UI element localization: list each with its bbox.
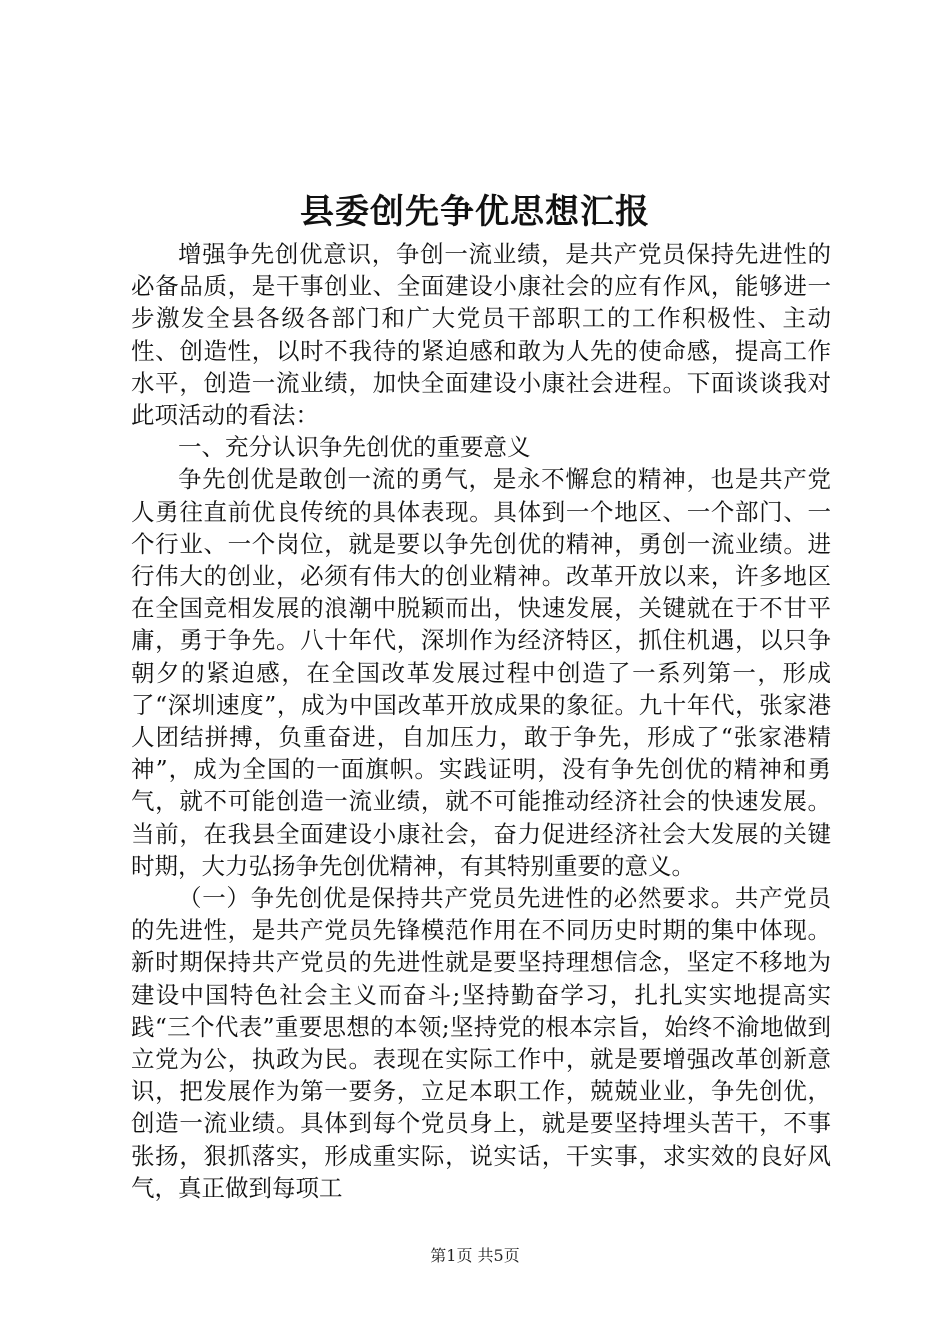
document-body [131, 238, 831, 1204]
paragraph-significance: 争先创优是敢创一流的勇气，是永不懈怠的精神，也是共产党人勇往直前优良传统的具体表现。具体到一个地区、一个部门、一个行业、一个岗位，就是要以争先创优的精神，勇创一流业绩。进行伟大的创业，必须有伟大的创业精神。改革开放以来，许多地区在全国竞相发展的浪潮中脱颖而出，快速发展，关键就在于不甘平庸，勇于争先。八十年代，深圳作为经济特区，抓住机遇，以只争朝夕的紧迫感，在全国改革发展过程中创造了一系列第一，形成了“深圳速度”，成为中国改革开放成果的象征。九十年代，张家港人团结拼搏，负重奋进，自加压力，敢于争先，形成了“张家港精神”，成为全国的一面旗帜。实践证明，没有争先创优的精神和勇气，就不可能创造一流业绩，就不可能推动经济社会的快速发展。当前，在我县全面建设小康社会，奋力促进经济社会大发展的关键时期，大力弘扬争先创优精神，有其特别重要的意义。 [131, 465, 831, 880]
paragraph-subsection-1: （一）争先创优是保持共产党员先进性的必然要求。共产党员的先进性，是共产党员先锋模范作用在不同历史时期的集中体现。新时期保持共产党员的先进性就是要坚持理想信念，坚定不移地为建设中国特色社会主义而奋斗;坚持勤奋学习，扎扎实实地提高实践“三个代表”重要思想的本领;坚持党的根本宗旨，始终不渝地做到立党为公，执政为民。表现在实际工作中，就是要增强改革创新意识，把发展作为第一要务，立足本职工作，兢兢业业，争先创优，创造一流业绩。具体到每个党员身上，就是要坚持埋头苦干，不事张扬，狠抓落实，形成重实际，说实话，干实事，求实效的良好风气，真正做到每项工 [131, 884, 831, 1202]
section-heading-1: 一、充分认识争先创优的重要意义 [178, 433, 531, 462]
document-title: 县委创先争优思想汇报 [300, 192, 650, 232]
paragraph-intro: 增强争先创优意识，争创一流业绩，是共产党员保持先进性的必备品质，是干事创业、全面建设小康社会的应有作风，能够进一步激发全县各级各部门和广大党员干部职工的工作积极性、主动性、创造性，以时不我待的紧迫感和敢为人先的使命感，提高工作水平，创造一流业绩，加快全面建设小康社会进程。下面谈谈我对此项活动的看法： [131, 240, 831, 430]
page-number: 第1页 共5页 [430, 1246, 520, 1265]
